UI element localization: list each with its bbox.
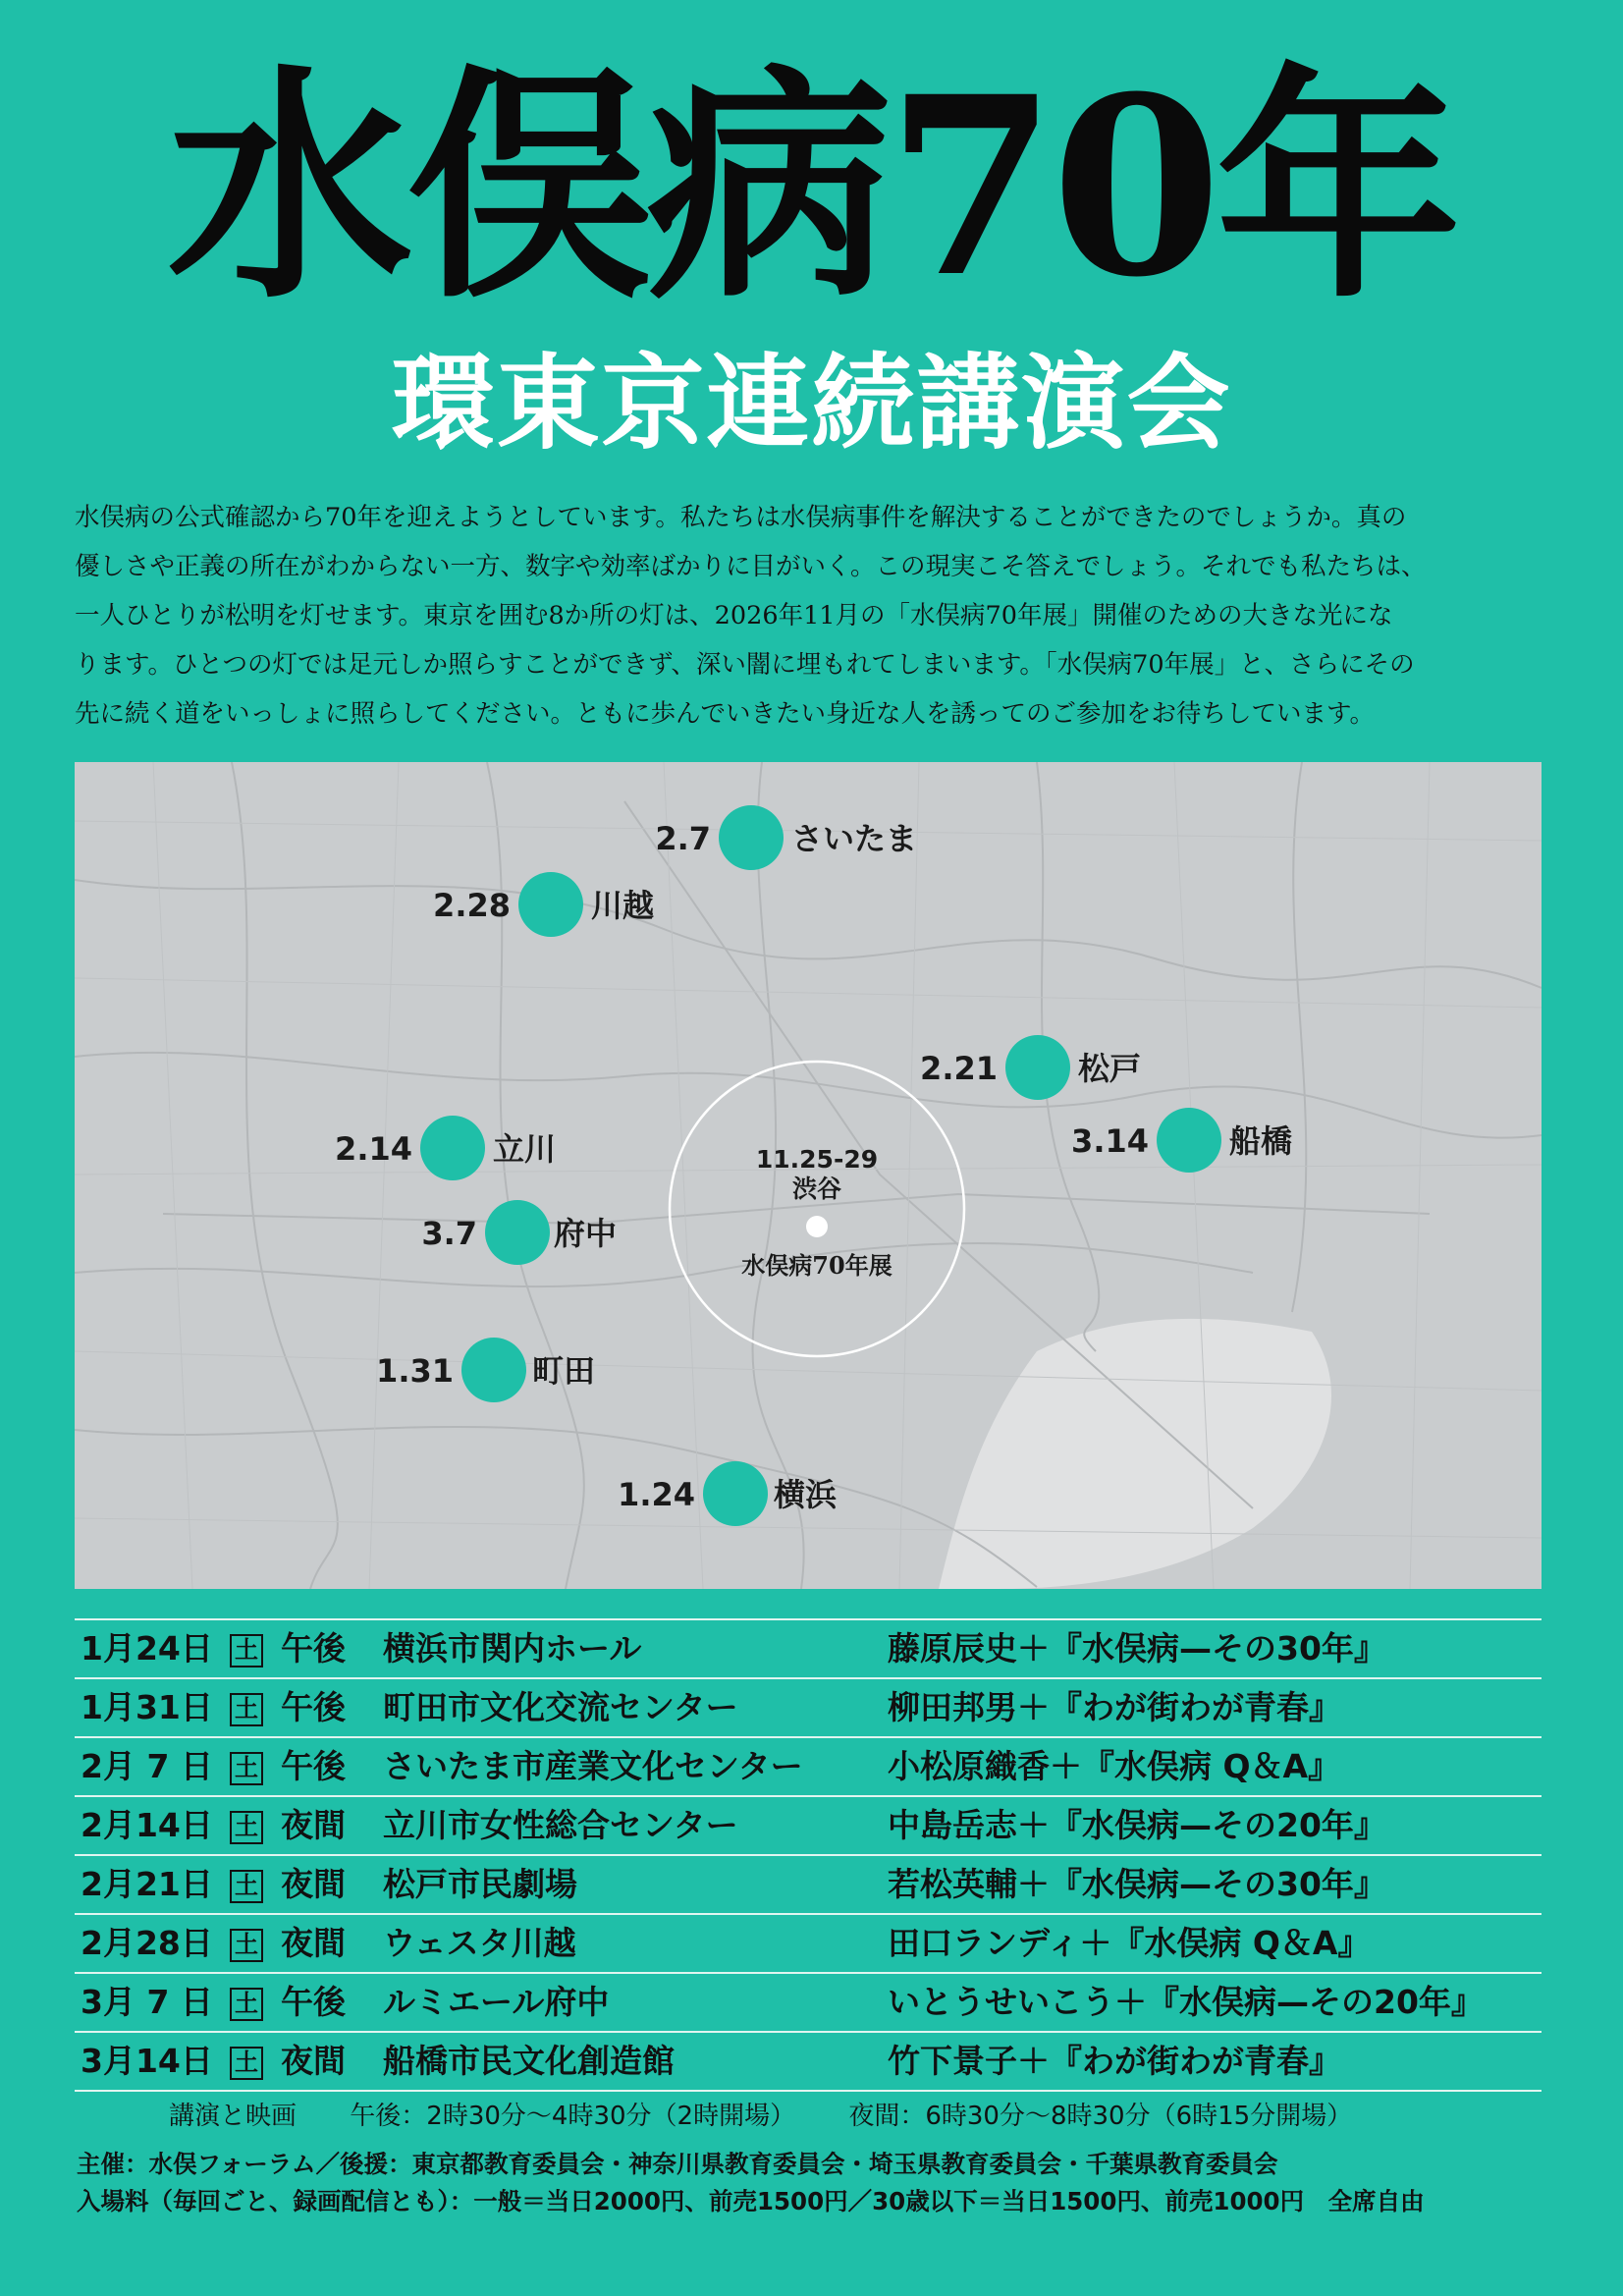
marker-date: 1.31 <box>376 1352 454 1390</box>
schedule-row <box>75 1620 1542 1679</box>
intro-text <box>75 493 1547 738</box>
row-venue: 町田市文化交流センター <box>383 1688 738 1726</box>
schedule-row <box>75 1856 1542 1915</box>
center-event: 水俣病70年展 <box>741 1251 893 1280</box>
schedule-table <box>75 1618 1542 2092</box>
intro-line: ります。ひとつの灯では足元しか照らすことができず、深い闇に埋もれてしまいます。「水俣病70年展」と、さらにその <box>75 650 1415 680</box>
row-date: 3月 7 日 <box>81 1983 213 2021</box>
row-time: 午後 <box>281 1747 346 1785</box>
row-date: 2月 7 日 <box>81 1747 213 1785</box>
marker-city: さいたま <box>791 820 918 857</box>
marker-date: 2.28 <box>433 887 511 924</box>
row-time: 夜間 <box>281 1924 346 1962</box>
center-date: 11.25-29 <box>755 1145 879 1174</box>
marker-fuchu <box>485 1200 550 1265</box>
marker-city: 横浜 <box>774 1476 838 1513</box>
intro-line: 優しさや正義の所在がわからない一方、数字や効率ばかりに目がいく。この現実こそ答えでしょう。それでも私たちは、 <box>75 552 1427 581</box>
row-venue: ウェスタ川越 <box>383 1924 576 1962</box>
center-place: 渋谷 <box>791 1175 841 1203</box>
intro-line: 水俣病の公式確認から70年を迎えようとしています。私たちは水俣病事件を解決することができたのでしょうか。真の <box>75 503 1407 532</box>
times-afternoon: 午後：2時30分〜4時30分（2時開場） <box>350 2102 796 2131</box>
marker-funabashi <box>1157 1108 1221 1173</box>
schedule-row <box>75 1738 1542 1797</box>
session-times <box>169 2097 1352 2136</box>
marker-kawagoe <box>518 872 583 937</box>
marker-city: 立川 <box>493 1130 557 1168</box>
main-title: 水俣病70年 <box>167 42 1456 331</box>
marker-saitama <box>719 805 784 870</box>
row-date: 1月24日 <box>81 1629 213 1667</box>
row-venue: ルミエール府中 <box>383 1983 610 2021</box>
row-venue: 立川市女性総合センター <box>383 1806 738 1844</box>
row-venue: 松戸市民劇場 <box>383 1865 577 1903</box>
schedule-row <box>75 2033 1542 2092</box>
organizer-line: 主催：水俣フォーラム／後援：東京都教育委員会・神奈川県教育委員会・埼玉県教育委員会・千葉県教育委員会 <box>77 2150 1278 2178</box>
marker-date: 3.14 <box>1071 1122 1149 1160</box>
row-date: 2月28日 <box>81 1924 213 1962</box>
row-venue: さいたま市産業文化センター <box>383 1747 803 1785</box>
marker-date: 3.7 <box>421 1215 477 1252</box>
marker-date: 1.24 <box>618 1476 695 1513</box>
row-day: 土 <box>230 1634 263 1667</box>
row-time: 午後 <box>281 1983 346 2021</box>
row-venue: 船橋市民文化創造館 <box>383 2042 675 2080</box>
row-time: 夜間 <box>281 1806 346 1844</box>
row-venue: 横浜市関内ホール <box>383 1629 642 1667</box>
row-date: 2月21日 <box>81 1865 213 1903</box>
marker-date: 2.21 <box>920 1050 998 1087</box>
row-time: 午後 <box>281 1688 346 1726</box>
row-day: 土 <box>230 1811 263 1844</box>
schedule-row <box>75 1915 1542 1974</box>
row-program: 小松原織香＋『水俣病 Q＆A』 <box>888 1747 1341 1785</box>
marker-city: 船橋 <box>1229 1122 1293 1160</box>
subtitle: 環東京連続講演会 <box>391 342 1232 464</box>
marker-city: 府中 <box>554 1215 618 1252</box>
times-evening: 夜間：6時30分〜8時30分（6時15分開場） <box>848 2102 1353 2131</box>
marker-yokohama <box>703 1461 768 1526</box>
row-program: 藤原辰史＋『水俣病—その30年』 <box>888 1629 1386 1667</box>
tokyo-map <box>75 762 1542 1589</box>
schedule-row <box>75 1974 1542 2033</box>
row-program: 竹下景子＋『わが街わが青春』 <box>888 2042 1341 2080</box>
row-program: 田口ランディ＋『水俣病 Q＆A』 <box>888 1924 1371 1962</box>
marker-machida <box>461 1338 526 1402</box>
row-day: 土 <box>230 1870 263 1903</box>
row-day: 土 <box>230 1752 263 1785</box>
row-date: 1月31日 <box>81 1688 213 1726</box>
marker-date: 2.7 <box>655 820 711 857</box>
marker-matsudo <box>1005 1035 1070 1100</box>
row-program: 中島岳志＋『水俣病—その20年』 <box>888 1806 1386 1844</box>
row-date: 2月14日 <box>81 1806 213 1844</box>
row-day: 土 <box>230 1693 263 1726</box>
row-program: 若松英輔＋『水俣病—その30年』 <box>888 1865 1386 1903</box>
row-day: 土 <box>230 2047 263 2080</box>
organizer-info <box>77 2146 1549 2220</box>
marker-tachikawa <box>420 1116 485 1180</box>
marker-city: 川越 <box>591 887 655 924</box>
row-program: 柳田邦男＋『わが街わが青春』 <box>888 1688 1341 1726</box>
intro-line: 先に続く道をいっしょに照らしてください。ともに歩んでいきたい身近な人を誘ってのご参加をお待ちしています。 <box>75 699 1375 729</box>
row-day: 土 <box>230 1988 263 2021</box>
row-time: 夜間 <box>281 1865 346 1903</box>
marker-city: 松戸 <box>1078 1050 1142 1087</box>
intro-line: 一人ひとりが松明を灯せます。東京を囲む8か所の灯は、2026年11月の「水俣病70年展」開催のための大きな光にな <box>75 601 1393 630</box>
row-program: いとうせいこう＋『水俣病—その20年』 <box>888 1983 1484 2021</box>
admission-line: 入場料（毎回ごと、録画配信とも）：一般＝当日2000円、前売1500円／30歳以下＝当日1500円、前売1000円 全席自由 <box>77 2187 1425 2215</box>
times-label: 講演と映画 <box>169 2102 298 2131</box>
row-time: 午後 <box>281 1629 346 1667</box>
schedule-row <box>75 1797 1542 1856</box>
marker-date: 2.14 <box>335 1130 412 1168</box>
schedule-row <box>75 1679 1542 1738</box>
marker-city: 町田 <box>532 1352 596 1390</box>
row-day: 土 <box>230 1929 263 1962</box>
row-date: 3月14日 <box>81 2042 213 2080</box>
row-time: 夜間 <box>281 2042 346 2080</box>
